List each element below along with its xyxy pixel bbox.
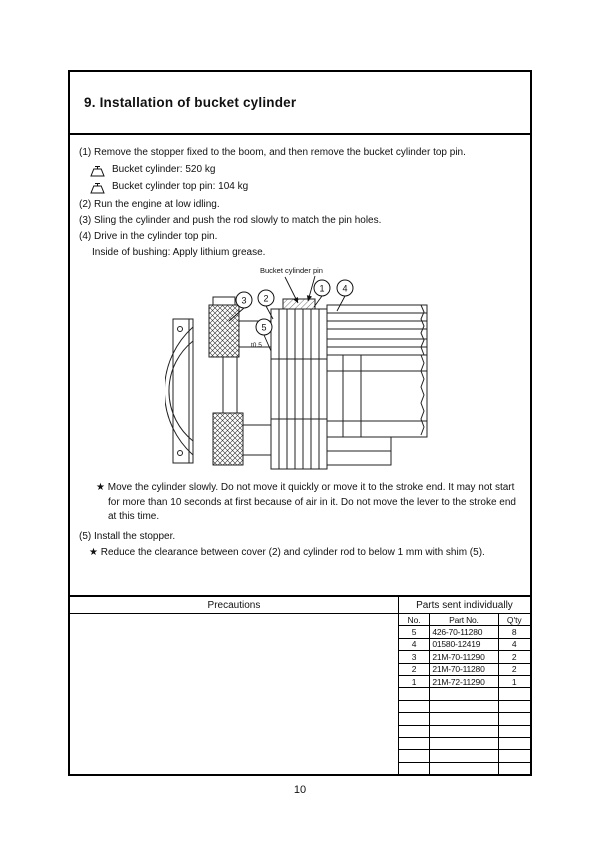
step-2: (2) Run the engine at low idling.: [79, 198, 220, 210]
callout-2: 2: [263, 293, 269, 304]
sling-weight-icon: [89, 181, 106, 194]
parts-row: 4 01580-12419 4: [399, 639, 530, 651]
step-4: (4) Drive in the cylinder top pin.: [79, 230, 218, 242]
page-content: [70, 135, 530, 560]
caution-move-slowly: ★ Move the cylinder slowly. Do not move it quickly or move it to the stroke end. It may not start for more than 10 seconds at first because of air in it. Do not move the lever to the stroke end at this time.: [96, 482, 516, 522]
diagram-label: Bucket cylinder pin: [260, 266, 323, 276]
page-frame: [68, 70, 532, 776]
caution-clearance: ★ Reduce the clearance between cover (2) and cylinder rod to below 1 mm with shim (5).: [89, 547, 485, 559]
callout-5: 5: [261, 322, 267, 333]
precautions-header: Precautions: [70, 597, 399, 613]
parts-row-empty: [399, 763, 530, 774]
parts-row: 2 21M-70-11280 2: [399, 664, 530, 676]
section-title: 9. Installation of bucket cylinder: [84, 95, 297, 110]
callout-1: 1: [319, 283, 325, 294]
parts-row-empty: [399, 726, 530, 738]
precautions-cell: [70, 614, 399, 774]
parts-header: Parts sent individually: [416, 599, 513, 611]
parts-row: 3 21M-70-11290 2: [399, 651, 530, 663]
table-header-row: [70, 597, 530, 614]
drawing-geometry: [165, 297, 427, 469]
callout-4: 4: [342, 283, 348, 294]
callout-3: 3: [241, 295, 247, 306]
parts-row: 5 426-70-11280 8: [399, 626, 530, 638]
parts-list: [399, 614, 530, 774]
table-body: [70, 614, 530, 774]
parts-row-empty: [399, 701, 530, 713]
step-5: (5) Install the stopper.: [79, 530, 176, 542]
weight-top-pin: [89, 180, 520, 194]
parts-row-empty: [399, 688, 530, 700]
step-3: (3) Sling the cylinder and push the rod slowly to match the pin holes.: [79, 214, 382, 226]
parts-row-empty: [399, 713, 530, 725]
parts-row: 1 21M-72-11290 1: [399, 676, 530, 688]
weight-top-pin-label: Bucket cylinder top pin: 104 kg: [112, 181, 249, 193]
page-number: 10: [293, 784, 307, 796]
precautions-parts-table: [70, 595, 530, 774]
sling-weight-icon: [89, 164, 106, 177]
bucket-cylinder-drawing: [165, 263, 443, 475]
thickness-note: t0.5: [251, 342, 262, 350]
section-title-bar: [70, 72, 530, 135]
cylinder-diagram: [165, 263, 520, 477]
weight-bucket-cylinder-label: Bucket cylinder: 520 kg: [112, 164, 216, 176]
weight-bucket-cylinder: [89, 163, 520, 177]
parts-row-empty: [399, 750, 530, 762]
parts-row-empty: [399, 738, 530, 750]
step-4-note: Inside of bushing: Apply lithium grease.: [92, 247, 266, 259]
parts-column-headers: No. Part No. Q'ty: [399, 614, 530, 626]
step-1: (1) Remove the stopper fixed to the boom, and then remove the bucket cylinder top pin.: [79, 147, 466, 158]
